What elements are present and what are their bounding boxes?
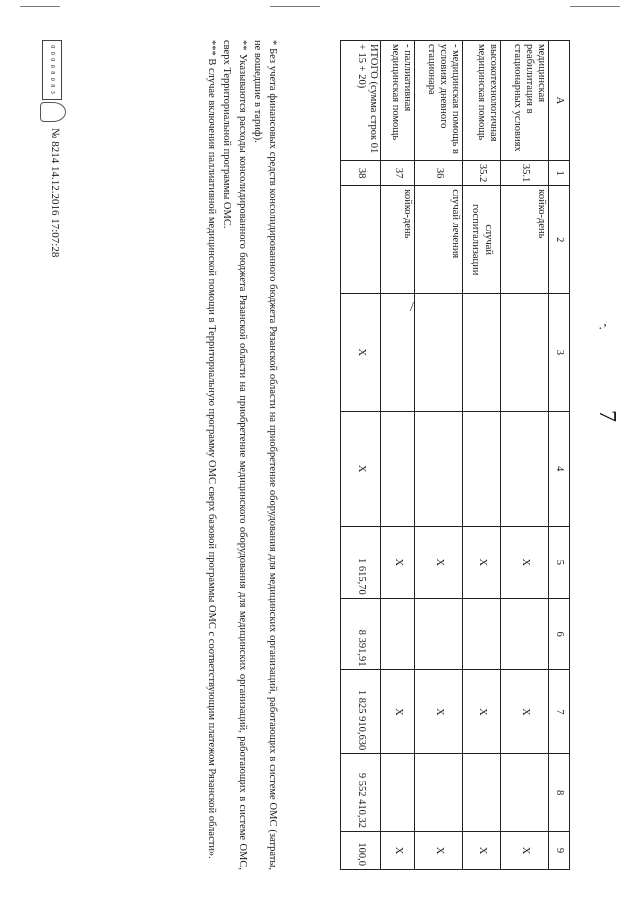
scan-mark <box>570 6 620 7</box>
row-unit <box>341 186 381 294</box>
header-cell: 6 <box>549 598 570 670</box>
header-cell: 3 <box>549 294 570 411</box>
row-name: медицинская реабилитация в стационарных условиях <box>501 41 549 161</box>
budget-table <box>340 40 570 870</box>
cell-6 <box>415 598 463 670</box>
row-line: 35.1 <box>501 160 549 185</box>
cell-8 <box>415 754 463 832</box>
row-unit: койко-день <box>501 186 549 294</box>
table-header-row <box>549 41 570 870</box>
barcode-box: 0 0 0 0 8 0 8 3 <box>42 40 62 100</box>
cell-5: 1 615,70 <box>341 526 381 598</box>
row-unit: случай лечения <box>415 186 463 294</box>
cell-6 <box>463 598 501 670</box>
header-cell: 2 <box>549 186 570 294</box>
cell-8 <box>501 754 549 832</box>
row-line: 36 <box>415 160 463 185</box>
cell-6: 8 391,91 <box>341 598 381 670</box>
header-cell: 5 <box>549 526 570 598</box>
scan-mark <box>270 6 320 7</box>
row-name: - медицинская помощь в условиях дневного стационара <box>415 41 463 161</box>
cell-7: X <box>463 670 501 754</box>
row-name: высокотехнологичная медицинская помощь <box>463 41 501 161</box>
row-line: 37 <box>381 160 415 185</box>
cell-7: X <box>415 670 463 754</box>
scan-mark: ·’ <box>598 322 608 337</box>
scan-mark <box>20 6 60 7</box>
footnotes <box>204 40 280 870</box>
cell-3 <box>501 294 549 411</box>
table-row <box>415 41 463 870</box>
footnote: *** В случае включения паллиативной медицинской помощи в Территориальную программу ОМС сверх базовой программы ОМС с соответствующим платежом Рязанской области». <box>206 40 218 859</box>
stamp-text: № 8214 14.12.2016 17:07:28 <box>49 128 61 258</box>
cell-7: X <box>381 670 415 754</box>
row-name: - паллиативная медицинская помощь <box>381 41 415 161</box>
cell-8 <box>381 754 415 832</box>
cell-3 <box>463 294 501 411</box>
header-cell: 9 <box>549 831 570 869</box>
cell-4 <box>463 411 501 526</box>
footnote: ** Указываются расходы консолидированного бюджета Рязанской области на приобретение медицинского оборудования для медицинских организаций, работающих в системе ОМС, сверх Территориальной программы ОМС. <box>221 40 248 870</box>
seal-icon <box>40 102 66 122</box>
table-row <box>381 41 415 870</box>
table-row <box>463 41 501 870</box>
cell-4 <box>381 411 415 526</box>
cell-5: X <box>381 526 415 598</box>
cell-4: X <box>341 411 381 526</box>
row-unit: случай госпитализации <box>463 186 501 294</box>
cell-9: 100,0 <box>341 831 381 869</box>
header-cell: 4 <box>549 411 570 526</box>
page-number: 7 <box>594 410 620 422</box>
cell-6 <box>501 598 549 670</box>
header-cell: А <box>549 41 570 161</box>
cell-5: X <box>415 526 463 598</box>
cell-3: X <box>341 294 381 411</box>
cell-6 <box>381 598 415 670</box>
footnote: * Без учета финансовых средств консолидированного бюджета Рязанской области на приобретение оборудования для медицинских организаций, работающих в системе ОМС (затраты, не вошедшие в тариф). <box>251 40 278 870</box>
cell-4 <box>415 411 463 526</box>
cell-7: 1 825 910,630 <box>341 670 381 754</box>
cell-9: X <box>501 831 549 869</box>
cell-3 <box>381 294 415 411</box>
cell-3 <box>415 294 463 411</box>
row-name: ИТОГО (сумма строк 01 + 15 + 20) <box>341 41 381 161</box>
cell-9: X <box>415 831 463 869</box>
cell-8 <box>463 754 501 832</box>
cell-4 <box>501 411 549 526</box>
row-unit: койко-день <box>381 186 415 294</box>
row-line: 35.2 <box>463 160 501 185</box>
cell-5: X <box>463 526 501 598</box>
header-cell: 7 <box>549 670 570 754</box>
row-line: 38 <box>341 160 381 185</box>
cell-9: X <box>381 831 415 869</box>
registration-stamp <box>30 40 70 870</box>
header-cell: 1 <box>549 160 570 185</box>
rotated-content <box>20 40 620 870</box>
scan-mark: / <box>410 300 414 315</box>
header-cell: 8 <box>549 754 570 832</box>
cell-9: X <box>463 831 501 869</box>
cell-5: X <box>501 526 549 598</box>
table-row <box>501 41 549 870</box>
cell-8: 9 552 410,32 <box>341 754 381 832</box>
cell-7: X <box>501 670 549 754</box>
table-row-total <box>341 41 381 870</box>
